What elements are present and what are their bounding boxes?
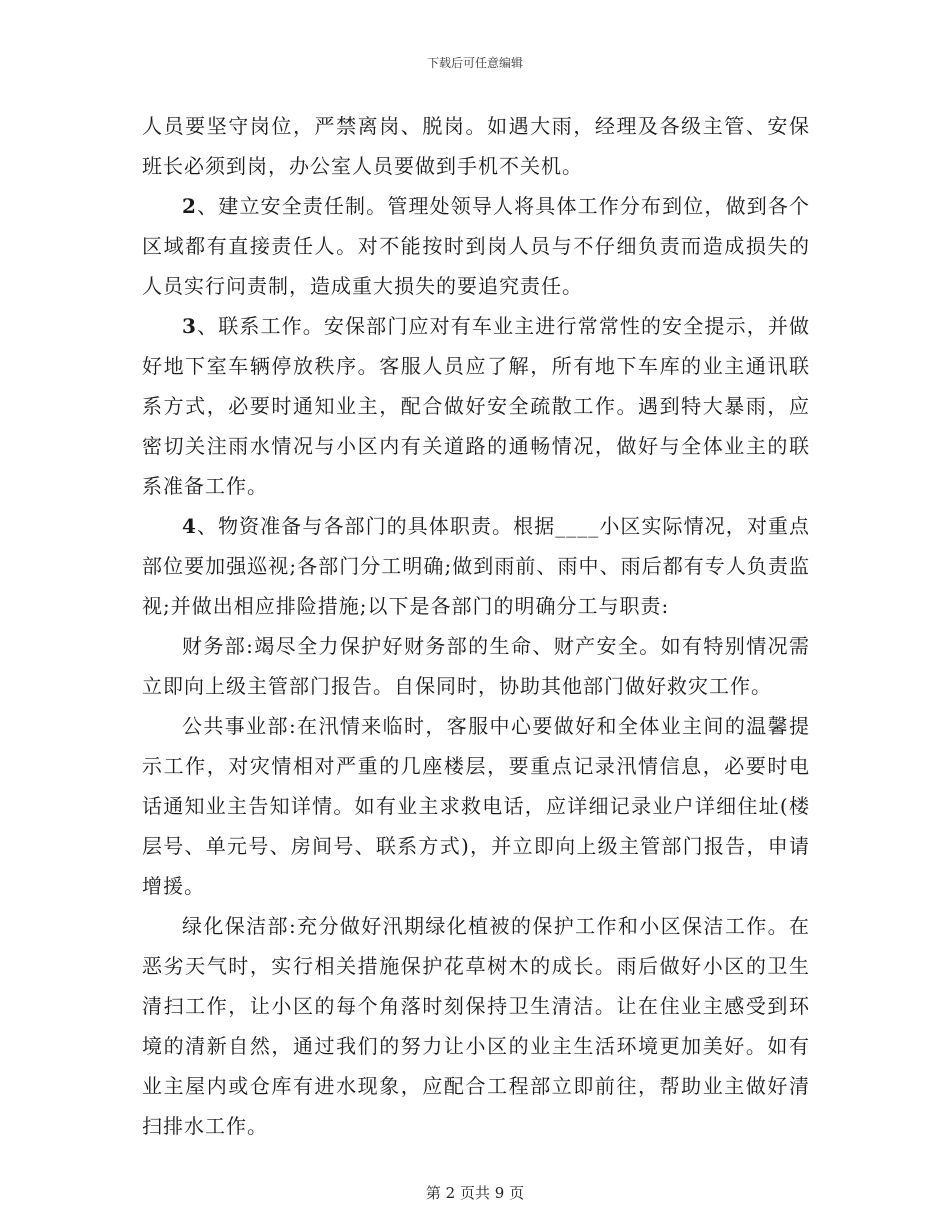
paragraph-continuation [142, 106, 810, 186]
paragraph-text: 、物资准备与各部门的具体职责。根据____小区实际情况，对重点部位要加强巡视;各部门分工明确;做到雨前、雨中、雨后都有专人负责监视;并做出相应排险措施;以下是各部门的明确分工与职责: [142, 514, 810, 618]
paragraph-contact-work [142, 306, 810, 506]
paragraph-public-affairs-dept [142, 706, 810, 906]
paragraph-greening-cleaning-dept [142, 906, 810, 1146]
paragraph-materials-duties [142, 506, 810, 626]
paragraph-text: 财务部:竭尽全力保护好财务部的生命、财产安全。如有特别情况需立即向上级主管部门报告。自保同时，协助其他部门做好救灾工作。 [142, 634, 810, 698]
document-body [142, 106, 810, 1146]
page-footer: 第 2 页共 9 页 [425, 1184, 525, 1202]
paragraph-text: 绿化保洁部:充分做好汛期绿化植被的保护工作和小区保洁工作。在恶劣天气时，实行相关措施保护花草树木的成长。雨后做好小区的卫生清扫工作，让小区的每个角落时刻保持卫生清洁。让在住业主感受到环境的清新自然，通过我们的努力让小区的业主生活环境更加美好。如有业主屋内或仓库有进水现象，应配合工程部立即前往，帮助业主做好清扫排水工作。 [142, 914, 810, 1138]
paragraph-text: 人员要坚守岗位，严禁离岗、脱岗。如遇大雨，经理及各级主管、安保班长必须到岗，办公室人员要做到手机不关机。 [142, 114, 810, 178]
paragraph-text: 公共事业部:在汛情来临时，客服中心要做好和全体业主间的温馨提示工作，对灾情相对严重的几座楼层，要重点记录汛情信息，必要时电话通知业主告知详情。如有业主求救电话，应详细记录业户详细住址(楼层号、单元号、房间号、联系方式)，并立即向上级主管部门报告，申请增援。 [142, 714, 810, 898]
paragraph-text: 、联系工作。安保部门应对有车业主进行常常性的安全提示，并做好地下室车辆停放秩序。客服人员应了解，所有地下车库的业主通讯联系方式，必要时通知业主，配合做好安全疏散工作。遇到特大暴雨，应密切关注雨水情况与小区内有关道路的通畅情况，做好与全体业主的联系准备工作。 [142, 314, 810, 498]
paragraph-text: 、建立安全责任制。管理处领导人将具体工作分布到位，做到各个区域都有直接责任人。对不能按时到岗人员与不仔细负责而造成损失的人员实行问责制，造成重大损失的要追究责任。 [142, 194, 810, 298]
item-number: 2 [182, 194, 197, 218]
paragraph-finance-dept [142, 626, 810, 706]
item-number: 3 [182, 314, 197, 338]
paragraph-responsibility-system [142, 186, 810, 306]
page-header: 下载后可任意编辑 [426, 56, 523, 70]
item-number: 4 [182, 514, 197, 538]
